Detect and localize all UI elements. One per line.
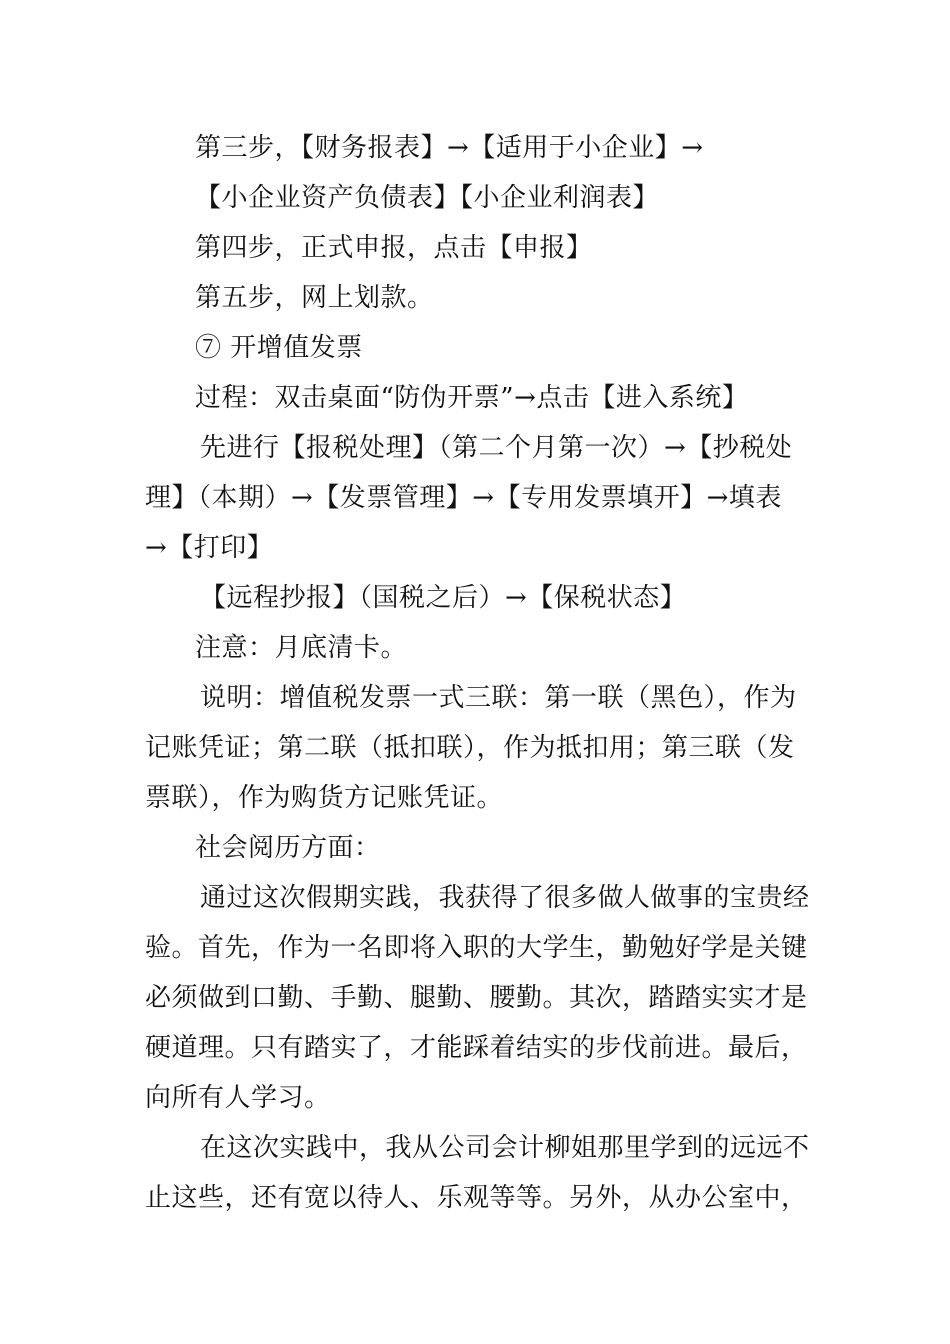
text-line: 先进行【报税处理】（第二个月第一次）→【抄税处 bbox=[200, 433, 793, 463]
section-heading: 社会阅历方面： bbox=[195, 833, 381, 863]
text-line: →【打印】 bbox=[145, 533, 274, 563]
text-line: 第四步，正式申报，点击【申报】 bbox=[195, 233, 593, 263]
text-line: 记账凭证；第二联（抵扣联），作为抵扣用；第三联（发 bbox=[145, 733, 795, 763]
text-line: 理】（本期）→【发票管理】→【专用发票填开】→填表 bbox=[145, 483, 782, 513]
text-line: 必须做到口勤、手勤、腿勤、腰勤。其次，踏踏实实才是 bbox=[145, 983, 808, 1013]
text-line: 通过这次假期实践，我获得了很多做人做事的宝贵经 bbox=[200, 883, 810, 913]
text-line: 【小企业资产负债表】【小企业利润表】 bbox=[195, 183, 660, 213]
text-line: 票联），作为购货方记账凭证。 bbox=[145, 783, 504, 813]
text-line: 注意：月底清卡。 bbox=[195, 633, 408, 663]
section-heading: ⑦ 开增值发票 bbox=[195, 333, 363, 363]
text-line: 过程：双击桌面“防伪开票”→点击【进入系统】 bbox=[195, 383, 749, 413]
text-line: 第三步，【财务报表】→【适用于小企业】→ bbox=[195, 133, 704, 163]
text-line: 向所有人学习。 bbox=[145, 1083, 331, 1113]
text-line: 在这次实践中，我从公司会计柳姐那里学到的远远不 bbox=[200, 1133, 810, 1163]
text-line: 硬道理。只有踏实了，才能踩着结实的步伐前进。最后， bbox=[145, 1033, 808, 1063]
text-line: 【远程抄报】（国税之后）→【保税状态】 bbox=[200, 583, 687, 613]
text-line: 第五步，网上划款。 bbox=[195, 283, 434, 313]
text-line: 验。首先，作为一名即将入职的大学生，勤勉好学是关键 bbox=[145, 933, 808, 963]
text-line: 说明：增值税发票一式三联：第一联（黑色），作为 bbox=[200, 683, 797, 713]
text-line: 止这些，还有宽以待人、乐观等等。另外，从办公室中， bbox=[145, 1183, 808, 1213]
